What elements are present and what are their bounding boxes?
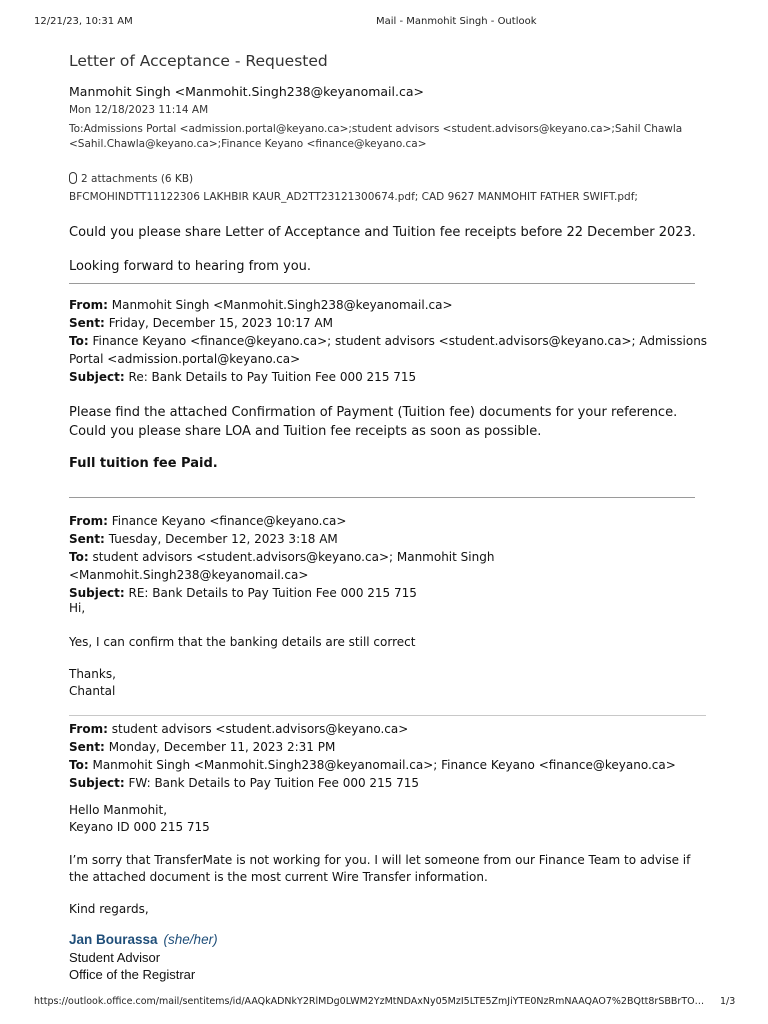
quoted-body: Please find the attached Confirmation of Payment (Tuition fee) documents for your reference. Could you please share LOA and Tuition fee receipts as soon as possible. bbox=[69, 405, 678, 439]
signature-pronouns: (she/her) bbox=[163, 932, 218, 947]
quoted-subject: Subject: RE: Bank Details to Pay Tuition Fee 000 215 715 bbox=[69, 586, 417, 600]
quoted-sent: Sent: Friday, December 15, 2023 10:17 AM bbox=[69, 316, 333, 330]
message-body-line: Could you please share Letter of Acceptance and Tuition fee receipts before 22 December 2023. bbox=[69, 225, 696, 240]
quoted-body: Yes, I can confirm that the banking details are still correct bbox=[69, 635, 416, 649]
quoted-from: From: Manmohit Singh <Manmohit.Singh238@keyanomail.ca> bbox=[69, 298, 453, 312]
signature-office: Office of the Registrar bbox=[69, 967, 196, 982]
quoted-closing: Thanks, bbox=[69, 667, 116, 681]
message-sender[interactable]: Manmohit Singh <Manmohit.Singh238@keyanomail.ca> bbox=[69, 84, 424, 99]
quoted-header bbox=[69, 720, 709, 792]
quoted-closing: Kind regards, bbox=[69, 902, 149, 916]
quoted-from: From: student advisors <student.advisors@keyano.ca> bbox=[69, 722, 409, 736]
print-url[interactable]: https://outlook.office.com/mail/sentitems/id/AAQkADNkY2RlMDg0LWM2YzMtNDAxNy05MzI5LTE5ZmJiYTE0NzRmNAAQAO7%2BQtt8rSBBrTO… bbox=[34, 996, 705, 1007]
quoted-bold-note: Full tuition fee Paid. bbox=[69, 456, 218, 471]
attachment-file-list[interactable]: BFCMOHINDTT11122306 LAKHBIR KAUR_AD2TT23121300674.pdf; CAD 9627 MANMOHIT FATHER SWIFT.pdf; bbox=[69, 191, 638, 203]
print-datetime: 12/21/23, 10:31 AM bbox=[34, 16, 133, 27]
attachments-count-label: 2 attachments (6 KB) bbox=[81, 173, 194, 185]
quoted-greeting: Hello Manmohit, bbox=[69, 803, 168, 817]
divider bbox=[69, 715, 706, 716]
quoted-subject: Subject: FW: Bank Details to Pay Tuition Fee 000 215 715 bbox=[69, 776, 420, 790]
quoted-to: To: student advisors <student.advisors@keyano.ca>; Manmohit Singh <Manmohit.Singh238@keyanomail.ca> bbox=[69, 550, 495, 582]
page-number: 1/3 bbox=[720, 996, 736, 1007]
paperclip-icon bbox=[69, 172, 77, 184]
quoted-signoff-name: Chantal bbox=[69, 684, 116, 698]
message-recipients[interactable]: To:Admissions Portal <admission.portal@keyano.ca>;student advisors <student.advisors@keyano.ca>;Sahil Chawla <Sahil.Chawla@keyano.ca>;Finance Keyano <finance@keyano.ca> bbox=[69, 123, 683, 150]
attachments-summary[interactable] bbox=[69, 172, 193, 185]
message-subject: Letter of Acceptance - Requested bbox=[69, 52, 328, 70]
quoted-sent: Sent: Tuesday, December 12, 2023 3:18 AM bbox=[69, 532, 338, 546]
quoted-subject: Subject: Re: Bank Details to Pay Tuition Fee 000 215 715 bbox=[69, 370, 417, 384]
signature-title: Student Advisor bbox=[69, 950, 161, 965]
quoted-greeting: Hi, bbox=[69, 601, 86, 615]
quoted-body: I’m sorry that TransferMate is not working for you. I will let someone from our Finance Team to advise if the attached document is the most current Wire Transfer information. bbox=[69, 853, 691, 884]
quoted-to: To: Finance Keyano <finance@keyano.ca>; student advisors <student.advisors@keyano.ca>; Admissions Portal <admission.portal@keyano.ca> bbox=[69, 334, 708, 366]
quoted-keyano-id: Keyano ID 000 215 715 bbox=[69, 820, 210, 834]
quoted-header bbox=[69, 512, 709, 602]
divider bbox=[69, 497, 695, 498]
message-body-line: Looking forward to hearing from you. bbox=[69, 259, 312, 274]
message-date: Mon 12/18/2023 11:14 AM bbox=[69, 104, 209, 116]
divider bbox=[69, 283, 695, 284]
quoted-sent: Sent: Monday, December 11, 2023 2:31 PM bbox=[69, 740, 336, 754]
quoted-header bbox=[69, 296, 709, 386]
quoted-to: To: Manmohit Singh <Manmohit.Singh238@keyanomail.ca>; Finance Keyano <finance@keyano.ca> bbox=[69, 758, 676, 772]
print-title: Mail - Manmohit Singh - Outlook bbox=[376, 16, 537, 27]
signature-name: Jan Bourassa (she/her) bbox=[69, 932, 218, 947]
quoted-from: From: Finance Keyano <finance@keyano.ca> bbox=[69, 514, 347, 528]
